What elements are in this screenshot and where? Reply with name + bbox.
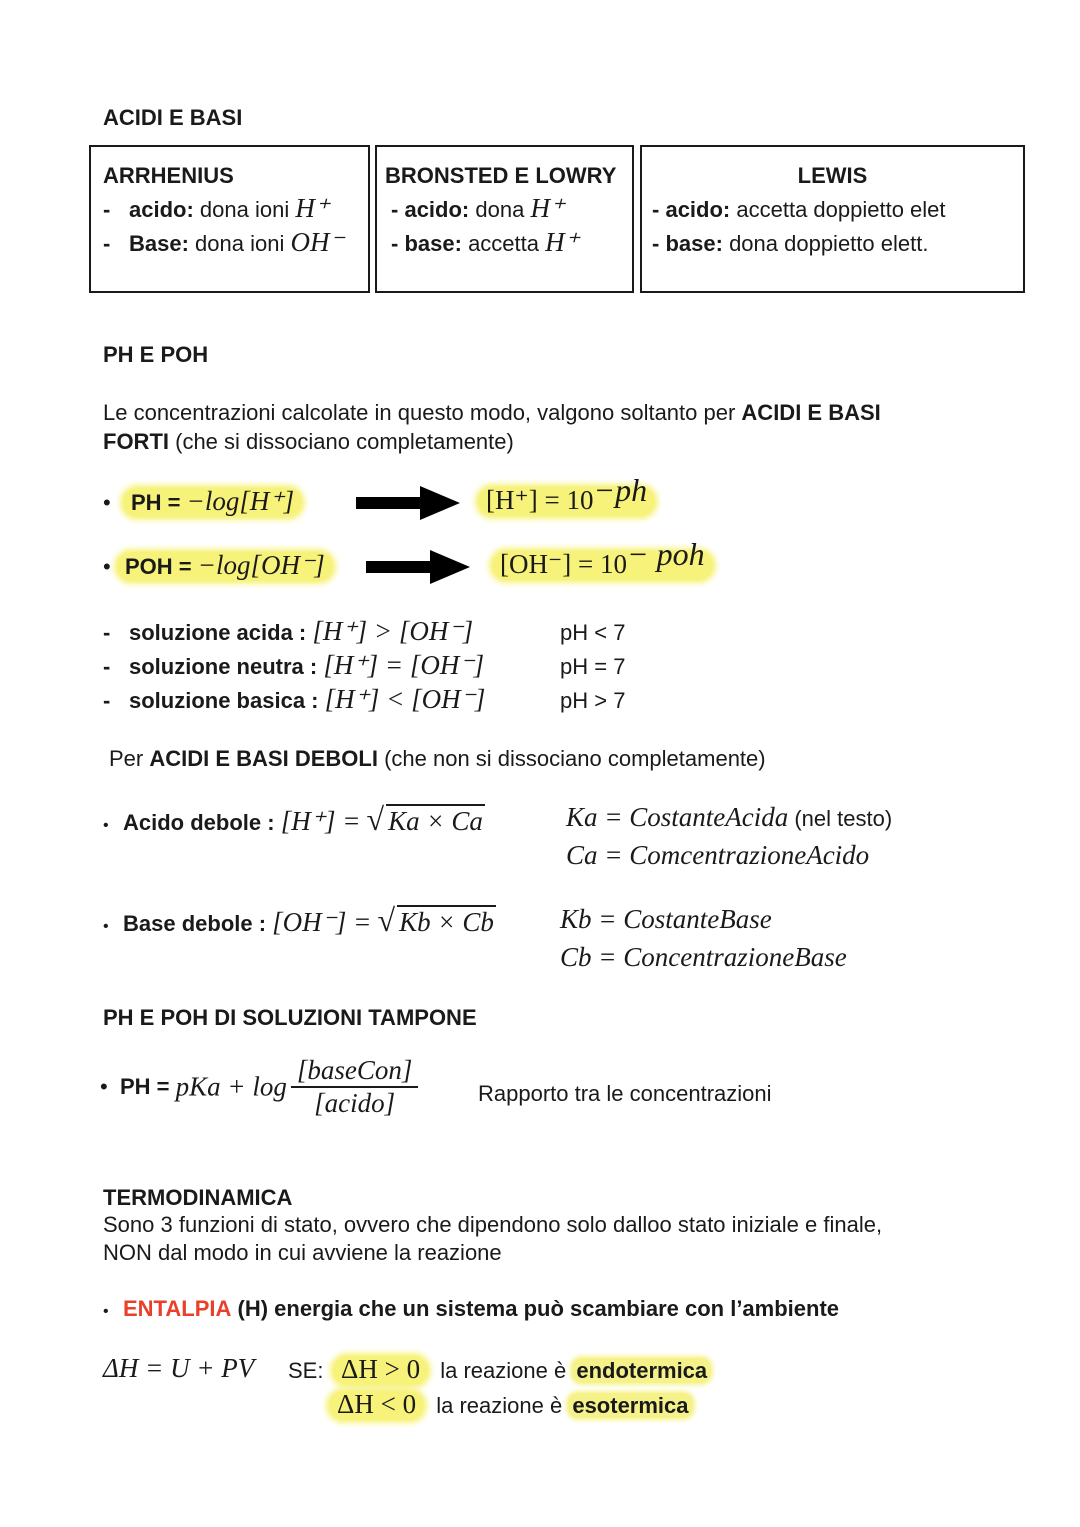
poh-result-base: [OH⁻] = 10 — [500, 549, 627, 579]
section-heading-thermo: TERMODINAMICA — [103, 1185, 293, 1210]
ph-intro-line-1 — [103, 400, 881, 426]
solution-formula: [H⁺] > [OH⁻] — [312, 616, 474, 646]
poh-formula-row: • POH = −log[OH⁻] — [103, 550, 333, 581]
ka-def: Ka = CostanteAcida — [566, 802, 789, 832]
ph-result-base: [H⁺] = 10 — [486, 485, 594, 515]
theory-acid-line: - acido: accetta doppietto elet — [652, 197, 946, 222]
weak-acid-lhs: [H⁺] = — [280, 806, 361, 836]
section-heading-ph: PH E POH — [103, 342, 209, 367]
buffer-formula-row: • PH = pKa + log $\frac{\text{[baseCon]}}{\text{[acido]}}$ — [100, 1055, 422, 1119]
buffer-fraction — [291, 1055, 419, 1119]
base-formula: OH⁻ — [290, 227, 344, 257]
solution-formula: [H⁺] < [OH⁻] — [324, 684, 486, 714]
buffer-note: Rapporto tra le concentrazioni — [478, 1081, 772, 1106]
condition-result: endotermica — [572, 1358, 711, 1383]
poh-result-exponent: − poh — [626, 536, 705, 572]
enthalpy-condition-2 — [329, 1389, 693, 1420]
weak-acid-root: Ka × Ca — [388, 806, 483, 836]
buffer-ph-label: PH = — [120, 1074, 170, 1099]
acid-formula: H⁺ — [530, 193, 565, 223]
weak-base-lhs: [OH⁻] = — [272, 907, 372, 937]
solution-ph: pH = 7 — [560, 654, 626, 679]
ca-definition: Ca = ComcentrazioneAcido — [566, 840, 870, 870]
cb-definition: Cb = ConcentrazioneBase — [560, 942, 847, 972]
fraction-numerator: [baseCon] — [291, 1055, 419, 1088]
weak-acid-row: • Acido debole : [H⁺] = √ Ka × Ca — [103, 801, 483, 837]
intro-bold: ACIDI E BASI DEBOLI — [149, 746, 378, 771]
condition-text: la reazione è — [440, 1358, 567, 1383]
ph-formula: −log[H⁺] — [186, 486, 295, 516]
poh-result — [492, 536, 713, 581]
ph-result-exponent: −ph — [593, 472, 648, 508]
sqrt-icon: √ — [377, 902, 396, 938]
theory-name: BRONSTED E LOWRY — [385, 163, 617, 188]
theory-base-line: - Base: dona ioni OH⁻ — [103, 227, 344, 257]
solution-label: soluzione basica : — [129, 688, 319, 713]
thermo-text-2: NON dal modo in cui avviene la reazione — [103, 1240, 502, 1265]
intro-text: (che non si dissociano completamente) — [384, 746, 766, 771]
intro-text: Le concentrazioni calcolate in questo modo, valgono soltanto per — [103, 400, 736, 425]
ph-label: PH = — [131, 490, 181, 515]
acid-label: acido: — [129, 197, 194, 222]
solution-label: soluzione neutra : — [129, 654, 318, 679]
acid-label: acido: — [404, 197, 470, 222]
section-heading-buffer: PH E POH DI SOLUZIONI TAMPONE — [103, 1005, 477, 1030]
base-label: base: — [665, 231, 723, 256]
ka-definition — [566, 802, 892, 833]
page-title: ACIDI E BASI — [103, 105, 243, 130]
ph-formula-row: • PH = −log[H⁺] — [103, 486, 302, 517]
acid-text: accetta doppietto elet — [736, 197, 946, 222]
poh-label: POH = — [125, 554, 192, 579]
theory-acid-line: - acido: dona ioni H⁺ — [103, 193, 330, 223]
poh-formula: −log[OH⁻] — [197, 550, 325, 580]
arrhenius-box — [89, 145, 370, 293]
theory-base-line: - base: dona doppietto elett. — [652, 231, 929, 256]
acid-label: acido: — [665, 197, 731, 222]
base-label: base: — [404, 231, 462, 256]
condition-result: esotermica — [568, 1393, 692, 1418]
enthalpy-condition-1 — [333, 1354, 711, 1385]
acid-text: dona ioni — [199, 197, 290, 222]
acid-formula: H⁺ — [295, 193, 330, 223]
ph-intro-line-2 — [103, 429, 514, 455]
theory-acid-line: - acido: dona H⁺ — [391, 193, 565, 223]
ka-note: (nel testo) — [794, 806, 893, 831]
se-label: SE: — [288, 1358, 324, 1383]
base-text: dona ioni — [195, 231, 285, 256]
base-formula: H⁺ — [545, 227, 579, 257]
thermo-text-1: Sono 3 funzioni di stato, ovvero che dipendono solo dalloo stato iniziale e finale, — [103, 1212, 883, 1237]
buffer-formula-lhs: pKa + log — [175, 1071, 287, 1102]
weak-base-row: • Base debole : [OH⁻] = √ Kb × Cb — [103, 902, 494, 938]
arrow-right-icon — [356, 484, 462, 522]
fraction-denominator: [acido] — [314, 1088, 396, 1118]
base-text: dona doppietto elett. — [729, 231, 929, 256]
condition-formula: ΔH > 0 — [341, 1354, 421, 1384]
condition-text: la reazione è — [436, 1393, 563, 1418]
arrow-right-icon — [366, 548, 472, 586]
condition-formula: ΔH < 0 — [337, 1389, 417, 1419]
enthalpy-formula: ΔH = U + PV — [103, 1353, 255, 1383]
base-text: accetta — [468, 231, 539, 256]
weak-intro — [109, 746, 766, 772]
sqrt-icon: √ — [366, 801, 385, 837]
solution-ph: pH < 7 — [560, 620, 626, 645]
lewis-box — [640, 145, 1025, 293]
theory-name: LEWIS — [797, 163, 868, 188]
solution-row: - soluzione neutra : [H⁺] = [OH⁻] — [103, 650, 485, 680]
base-label: Base: — [129, 231, 189, 256]
intro-text: Per — [109, 746, 144, 771]
enthalpy-word: ENTALPIA — [123, 1296, 232, 1321]
intro-text: (che si dissociano completamente) — [175, 429, 514, 454]
weak-base-root: Kb × Cb — [399, 907, 494, 937]
kb-definition: Kb = CostanteBase — [560, 904, 772, 934]
solution-formula: [H⁺] = [OH⁻] — [323, 650, 485, 680]
weak-acid-label: Acido debole : — [123, 810, 275, 835]
intro-bold: FORTI — [103, 429, 169, 454]
weak-base-label: Base debole : — [123, 911, 267, 936]
acid-text: dona — [475, 197, 525, 222]
theory-base-line: - base: accetta H⁺ — [391, 227, 579, 257]
solution-label: soluzione acida : — [129, 620, 307, 645]
solution-ph: pH > 7 — [560, 688, 626, 713]
intro-bold: ACIDI E BASI — [741, 400, 881, 425]
solution-row: - soluzione basica : [H⁺] < [OH⁻] — [103, 684, 486, 714]
enthalpy-row: • ENTALPIA (H) energia che un sistema può scambiare con l’ambiente — [103, 1296, 840, 1321]
solution-row: - soluzione acida : [H⁺] > [OH⁻] — [103, 616, 474, 646]
bronsted-box — [375, 145, 634, 293]
theory-name: ARRHENIUS — [103, 163, 234, 188]
ph-result — [478, 472, 655, 517]
enthalpy-description: (H) energia che un sistema può scambiare con l’ambiente — [237, 1296, 840, 1321]
